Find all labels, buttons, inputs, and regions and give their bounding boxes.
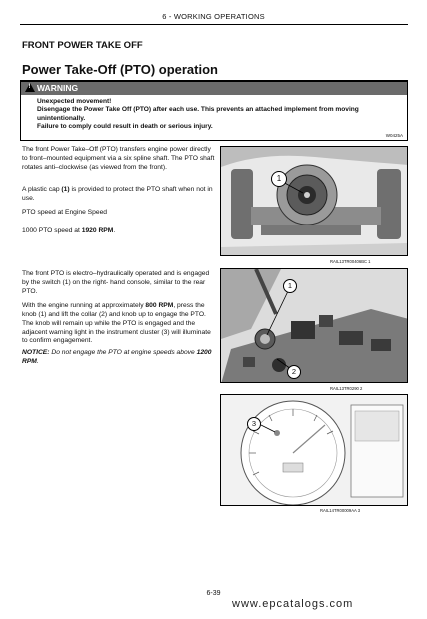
header-rule [20,24,408,25]
console-illustration [221,269,408,383]
figure-1-caption: RAIL13TR00406BC 1 [330,259,371,264]
paragraph-operation: The front PTO is electro–hydraulically operated and is engaged by the switch (1) on the right- hand console, similar to the rear PTO. [22,270,210,295]
instrument-cluster-illustration [221,395,408,506]
callout-1-console: 1 [283,279,297,293]
paragraph-cap: A plastic cap (1) is provided to protect the PTO shaft when not in use. [22,186,213,202]
figure-console [220,268,408,383]
warning-text [37,98,401,132]
figure-instrument-cluster [220,394,408,506]
warning-box [20,81,408,141]
paragraph-engage: With the engine running at approximately 800 RPM, press the knob (1) and lift the collar (2) and knob up to engage the PTO. The knob will remain up while the PTO is engaged and the adjacent warning light in the instrument cluster (3) will illuminate to confirm engagement. [22,302,211,345]
pto-shaft-illustration [221,147,408,256]
watermark: www.epcatalogs.com [232,598,354,610]
section-title: FRONT POWER TAKE OFF [22,40,143,51]
warning-triangle-icon [25,83,35,92]
figure-2-caption: RAIL13TR0290 2 [330,386,363,391]
paragraph-pto-speed-label: PTO speed at Engine Speed [22,209,108,216]
callout-1: 1 [271,171,287,187]
warning-label: WARNING [37,83,79,93]
warning-banner [21,82,407,95]
warning-code: W0425A [385,133,403,138]
warning-line-2: Disengage the Power Take Off (PTO) after each use. This prevents an attached implement from moving unintentionally. [37,106,359,122]
warning-line-3: Failure to comply could result in death or serious injury. [37,123,213,131]
figure-front-pto [220,146,408,256]
page-number: 6-39 [206,590,221,597]
callout-2-console: 2 [287,365,301,379]
chapter-title: 6 - WORKING OPERATIONS [162,12,265,21]
warning-line-1: Unexpected movement! [37,98,112,105]
paragraph-intro: The front Power Take–Off (PTO) transfers engine power directly to front–mounted equipment via a six spline shaft. The PTO shaft rotates anti–clockwise (as viewed from the front). [22,146,215,171]
callout-ref: (1) [61,186,70,193]
callout-3: 3 [247,417,261,431]
paragraph-pto-speed: 1000 PTO speed at 1920 RPM. [22,227,116,234]
figure-3-caption: RAIL14TR00009AA 3 [320,508,361,513]
page-heading: Power Take-Off (PTO) operation [22,62,218,77]
paragraph-notice: NOTICE: Do not engage the PTO at engine speeds above 1200 RPM. [22,349,212,365]
